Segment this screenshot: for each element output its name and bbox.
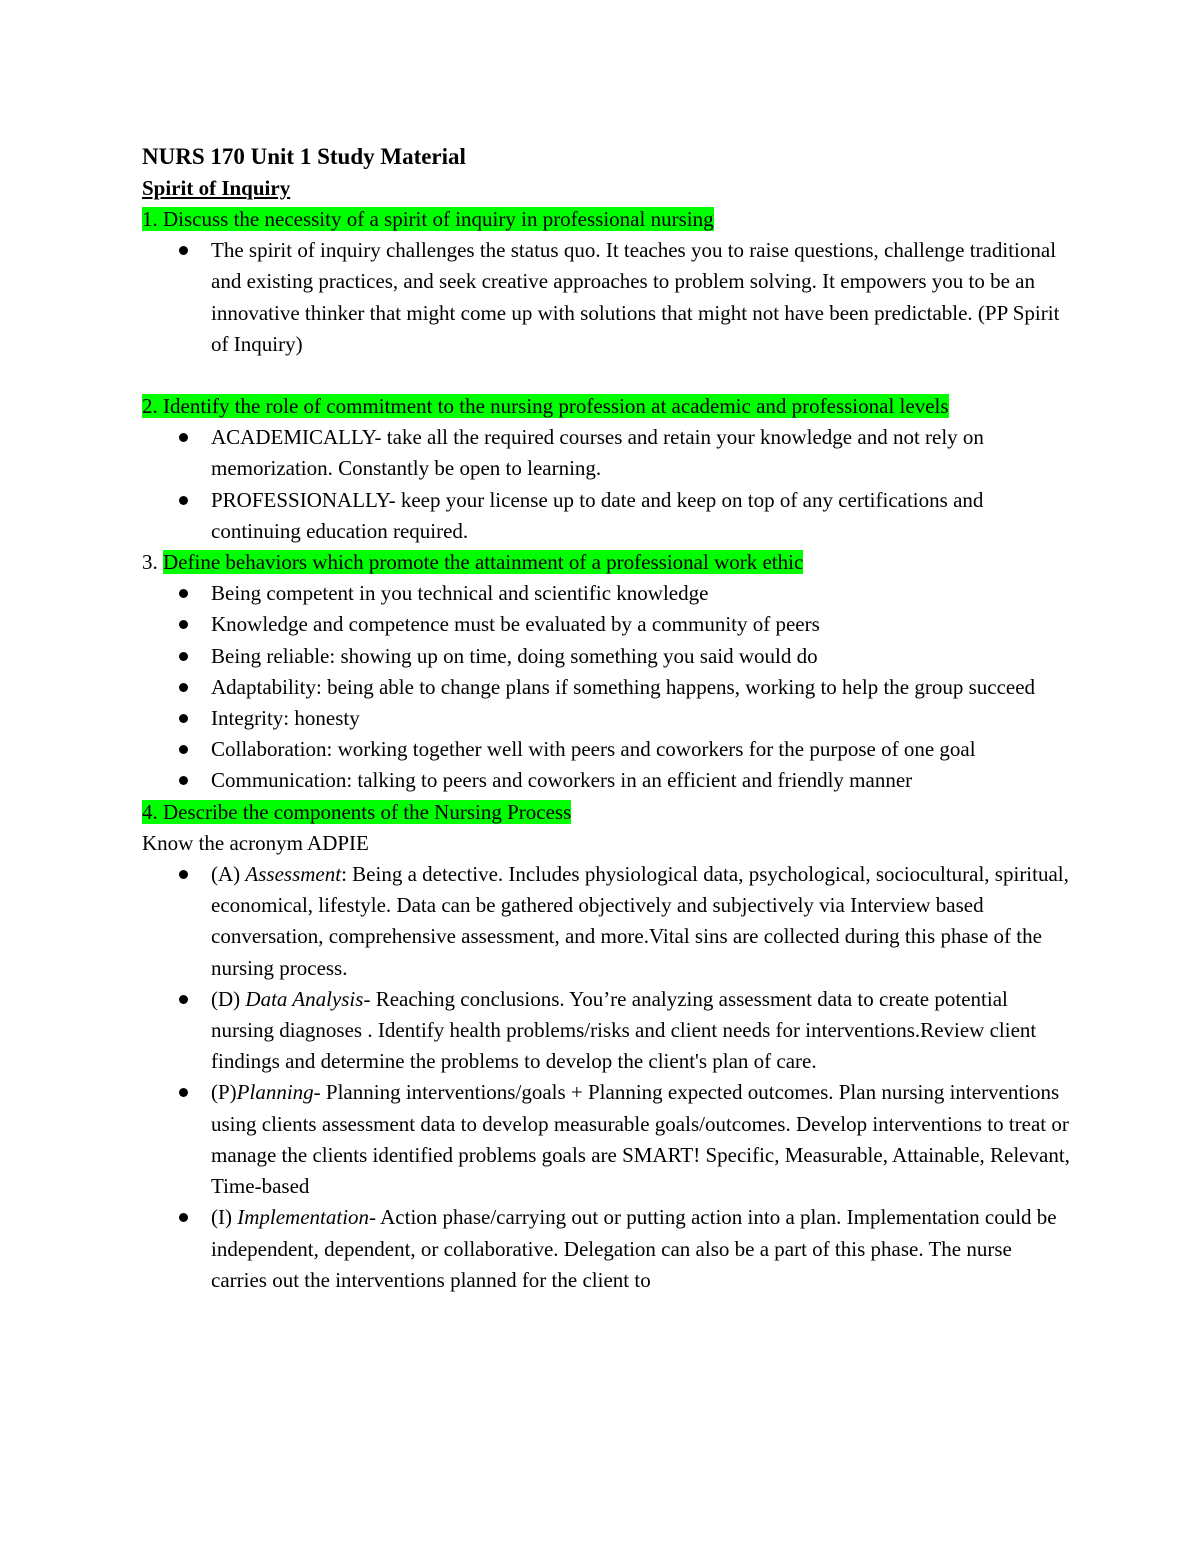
bullet-icon xyxy=(179,1213,188,1222)
adpie-term: Assessment xyxy=(245,862,342,887)
question-3-bullet-list xyxy=(142,578,1072,796)
question-2-text: Identify the role of commitment to the nursing profession at academic and professional levels xyxy=(163,394,949,419)
list-item: Integrity: honesty xyxy=(142,703,1072,734)
question-4-intro: Know the acronym ADPIE xyxy=(142,830,369,855)
question-4-number: 4. xyxy=(142,799,158,824)
section-heading: Spirit of Inquiry xyxy=(142,176,291,200)
bullet-icon xyxy=(179,683,188,692)
list-item: ACADEMICALLY- take all the required courses and retain your knowledge and not rely on memorization. Constantly be open to learning. xyxy=(142,422,1072,484)
list-item: PROFESSIONALLY- keep your license up to date and keep on top of any certifications and continuing education required. xyxy=(142,485,1072,547)
question-2-highlight xyxy=(142,394,949,418)
question-4-bullet-list xyxy=(142,859,1072,1296)
bullet-icon xyxy=(179,620,188,629)
adpie-term: Planning xyxy=(236,1080,314,1105)
question-2 xyxy=(142,391,1072,422)
list-item: Being reliable: showing up on time, doing something you said would do xyxy=(142,641,1072,672)
bullet-icon xyxy=(179,870,188,879)
question-1-highlight xyxy=(142,207,714,231)
document-title: NURS 170 Unit 1 Study Material xyxy=(142,144,466,169)
question-3-text: Define behaviors which promote the attainment of a professional work ethic xyxy=(163,550,804,575)
bullet-icon xyxy=(179,995,188,1004)
bullet-icon xyxy=(179,714,188,723)
list-item: Communication: talking to peers and coworkers in an efficient and friendly manner xyxy=(142,765,1072,796)
list-item: (I) Implementation- Action phase/carrying out or putting action into a plan. Implementation could be independent, dependent, or collaborative. Delegation can also be a part of this phase. The nurse carries out the interventions planned for the client to xyxy=(142,1202,1072,1296)
question-4-text: Describe the components of the Nursing Process xyxy=(163,799,572,824)
bullet-icon xyxy=(179,496,188,505)
list-item: Adaptability: being able to change plans if something happens, working to help the group succeed xyxy=(142,672,1072,703)
question-3 xyxy=(142,547,1072,578)
bullet-icon xyxy=(179,589,188,598)
question-1-bullet-list xyxy=(142,235,1072,360)
question-2-bullet-list xyxy=(142,422,1072,547)
bullet-icon xyxy=(179,1088,188,1097)
adpie-term: Data Analysis xyxy=(245,986,364,1011)
question-1-number: 1. xyxy=(142,207,158,231)
question-1 xyxy=(142,204,1072,235)
question-3-number: 3. xyxy=(142,550,158,575)
list-item: Collaboration: working together well with peers and coworkers for the purpose of one goal xyxy=(142,734,1072,765)
list-item: Knowledge and competence must be evaluated by a community of peers xyxy=(142,609,1072,640)
list-item: The spirit of inquiry challenges the status quo. It teaches you to raise questions, challenge traditional and existing practices, and seek creative approaches to problem solving. It empowers you to be an innovative thinker that might come up with solutions that might not have been predictable. (PP Spirit of Inquiry) xyxy=(142,235,1072,360)
bullet-icon xyxy=(179,652,188,661)
question-4-highlight xyxy=(142,800,571,824)
document-page xyxy=(142,140,1072,1296)
bullet-icon xyxy=(179,745,188,754)
list-item: Being competent in you technical and scientific knowledge xyxy=(142,578,1072,609)
bullet-icon xyxy=(179,246,188,255)
bullet-icon xyxy=(179,776,188,785)
question-1-text: Discuss the necessity of a spirit of inquiry in professional nursing xyxy=(163,207,714,231)
list-item: (D) Data Analysis- Reaching conclusions. You’re analyzing assessment data to create potential nursing diagnoses . Identify health problems/risks and client needs for interventions.Review client findings and determine the problems to develop the client's plan of care. xyxy=(142,984,1072,1078)
adpie-term: Implementation xyxy=(237,1205,370,1230)
question-4 xyxy=(142,797,1072,828)
bullet-icon xyxy=(179,433,188,442)
list-item: (P)Planning- Planning interventions/goals + Planning expected outcomes. Plan nursing interventions using clients assessment data to develop measurable goals/outcomes. Develop interventions to treat or manage the clients identified problems goals are SMART! Specific, Measurable, Attainable, Relevant, Time-based xyxy=(142,1077,1072,1202)
list-item: (A) Assessment: Being a detective. Includes physiological data, psychological, sociocultural, spiritual, economical, lifestyle. Data can be gathered objectively and subjectively via Interview based conversation, comprehensive assessment, and more.Vital sins are collected during this phase of the nursing process. xyxy=(142,859,1072,984)
blank-line xyxy=(142,360,1072,391)
question-2-number: 2. xyxy=(142,394,158,419)
